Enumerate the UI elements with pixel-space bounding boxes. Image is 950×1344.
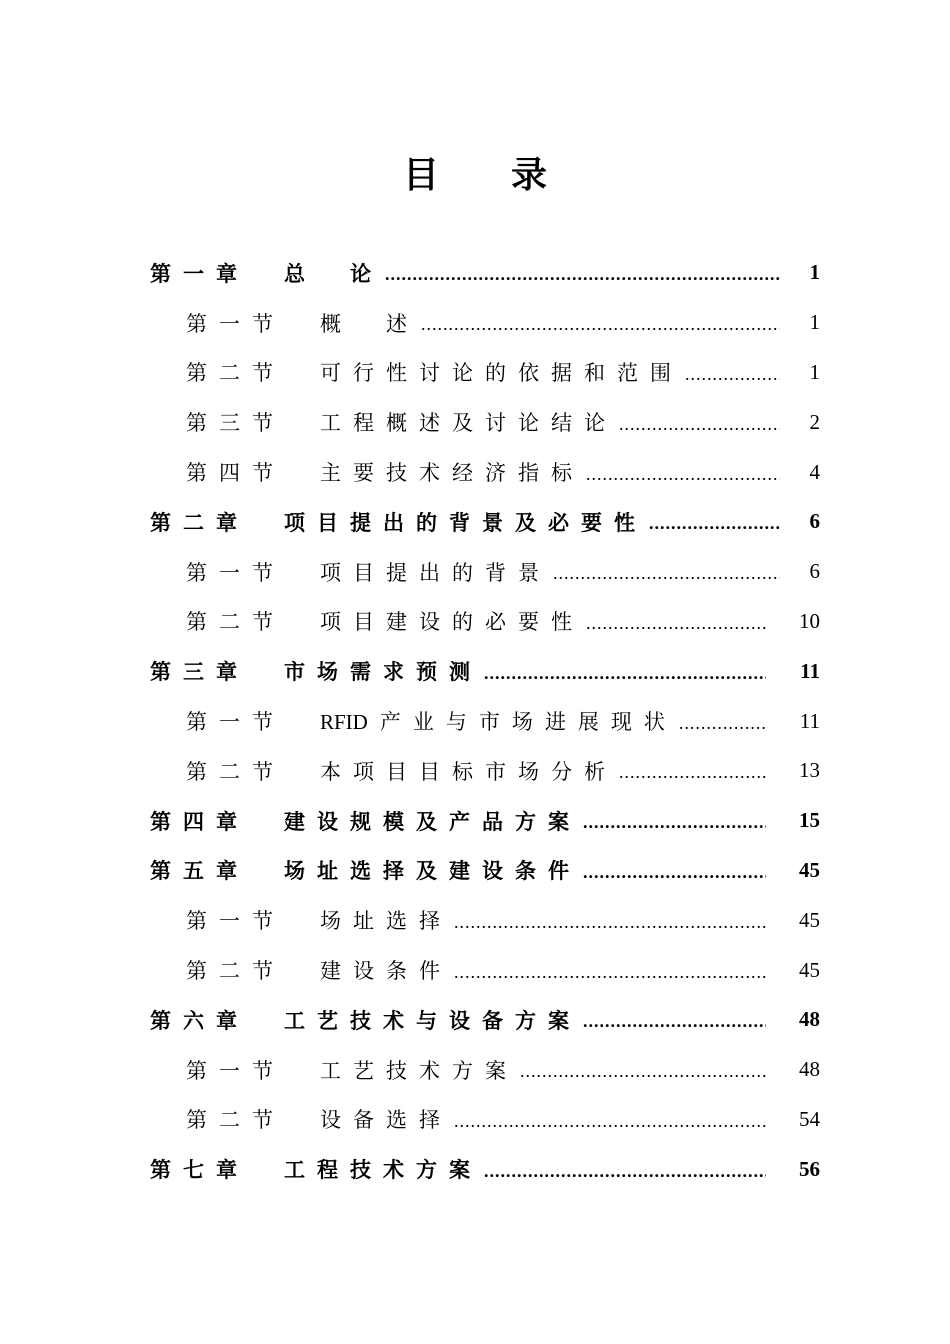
- toc-chapter-row[interactable]: [150, 646, 820, 696]
- chapter-title: 工程技术方案: [284, 1157, 482, 1183]
- table-of-contents: [150, 248, 820, 1194]
- section-title: 可行性讨论的依据和范围: [320, 361, 683, 386]
- section-title: 工艺技术方案: [320, 1058, 518, 1083]
- page-number: 45: [799, 857, 820, 882]
- page-number: 48: [799, 1057, 820, 1082]
- toc-section-row[interactable]: [150, 298, 820, 348]
- page-number: 1: [809, 359, 820, 384]
- page-number: 11: [799, 708, 820, 733]
- page-number: 2: [809, 409, 820, 434]
- section-title-main: 产业与市场进展现状: [379, 710, 677, 735]
- page-number: 6: [809, 509, 820, 534]
- toc-section-row[interactable]: [150, 447, 820, 497]
- chapter-label: 第七章: [150, 1157, 249, 1183]
- page-number: 54: [799, 1106, 820, 1131]
- toc-chapter-row[interactable]: [150, 497, 820, 547]
- dot-leader: [484, 1161, 766, 1182]
- toc-chapter-row[interactable]: [150, 796, 820, 846]
- dot-leader: [679, 713, 766, 734]
- section-label: 第一节: [186, 710, 285, 735]
- toc-heading: 目录: [402, 154, 619, 196]
- section-title: 设备选择: [320, 1108, 452, 1133]
- toc-section-row[interactable]: [150, 348, 820, 398]
- chapter-label: 第五章: [150, 858, 249, 884]
- chapter-label: 第三章: [150, 659, 249, 685]
- toc-chapter-row[interactable]: [150, 995, 820, 1045]
- page-number: 48: [799, 1007, 820, 1032]
- section-title: 本项目目标市场分析: [320, 759, 617, 784]
- section-label: 第二节: [186, 959, 285, 984]
- section-title-prefix: RFID: [320, 710, 368, 735]
- page-number: 11: [800, 658, 820, 683]
- page-number: 13: [799, 758, 820, 783]
- dot-leader: [520, 1061, 766, 1082]
- dot-leader: [586, 464, 780, 485]
- chapter-title: 总 论: [284, 260, 383, 286]
- section-title: 项目建设的必要性: [320, 610, 584, 635]
- section-label: 第一节: [186, 1058, 285, 1083]
- toc-section-row[interactable]: [150, 746, 820, 796]
- chapter-label: 第一章: [150, 260, 249, 286]
- section-label: 第一节: [186, 560, 285, 585]
- page-number: 1: [809, 310, 820, 335]
- page-number: 6: [809, 559, 820, 584]
- dot-leader: [421, 314, 780, 335]
- toc-section-row[interactable]: [150, 597, 820, 647]
- dot-leader: [454, 1111, 766, 1132]
- page-number: 1: [809, 260, 820, 285]
- dot-leader: [619, 414, 780, 435]
- section-label: 第一节: [186, 909, 285, 934]
- dot-leader: [685, 364, 780, 385]
- dot-leader: [619, 762, 766, 783]
- page-number: 4: [809, 459, 820, 484]
- section-title: [320, 706, 677, 736]
- dot-leader: [454, 912, 766, 933]
- page-number: 56: [799, 1156, 820, 1181]
- chapter-label: 第四章: [150, 808, 249, 834]
- chapter-title: 工艺技术与设备方案: [284, 1007, 581, 1033]
- toc-chapter-row[interactable]: [150, 1144, 820, 1194]
- dot-leader: [586, 613, 766, 634]
- page-number: 15: [799, 808, 820, 833]
- dot-leader: [649, 513, 780, 534]
- page-number: 45: [799, 957, 820, 982]
- section-label: 第二节: [186, 759, 285, 784]
- dot-leader: [553, 563, 780, 584]
- section-label: 第三节: [186, 411, 285, 436]
- dot-leader: [583, 812, 766, 833]
- toc-section-row[interactable]: [150, 895, 820, 945]
- section-title: 工程概述及讨论结论: [320, 411, 617, 436]
- section-title: 建设条件: [320, 959, 452, 984]
- dot-leader: [583, 862, 766, 883]
- toc-section-row[interactable]: [150, 945, 820, 995]
- dot-leader: [385, 264, 780, 285]
- dot-leader: [484, 663, 766, 684]
- section-label: 第四节: [186, 461, 285, 486]
- section-label: 第二节: [186, 361, 285, 386]
- chapter-title: 建设规模及产品方案: [284, 808, 581, 834]
- chapter-label: 第六章: [150, 1007, 249, 1033]
- toc-section-row[interactable]: [150, 547, 820, 597]
- chapter-title: 场址选择及建设条件: [284, 858, 581, 884]
- toc-chapter-row[interactable]: [150, 248, 820, 298]
- section-label: 第二节: [186, 1108, 285, 1133]
- toc-section-row[interactable]: [150, 397, 820, 447]
- toc-chapter-row[interactable]: [150, 846, 820, 896]
- toc-section-row[interactable]: [150, 1095, 820, 1145]
- section-title: 场址选择: [320, 909, 452, 934]
- chapter-label: 第二章: [150, 509, 249, 535]
- dot-leader: [454, 962, 766, 983]
- section-label: 第二节: [186, 610, 285, 635]
- page-number: 45: [799, 907, 820, 932]
- chapter-title: 项目提出的背景及必要性: [284, 509, 647, 535]
- toc-section-row[interactable]: [150, 696, 820, 746]
- section-label: 第一节: [186, 311, 285, 336]
- dot-leader: [583, 1011, 766, 1032]
- section-title: 概 述: [320, 311, 419, 336]
- toc-section-row[interactable]: [150, 1045, 820, 1095]
- page-number: 10: [799, 608, 820, 633]
- section-title: 项目提出的背景: [320, 560, 551, 585]
- section-title: 主要技术经济指标: [320, 461, 584, 486]
- chapter-title: 市场需求预测: [284, 659, 482, 685]
